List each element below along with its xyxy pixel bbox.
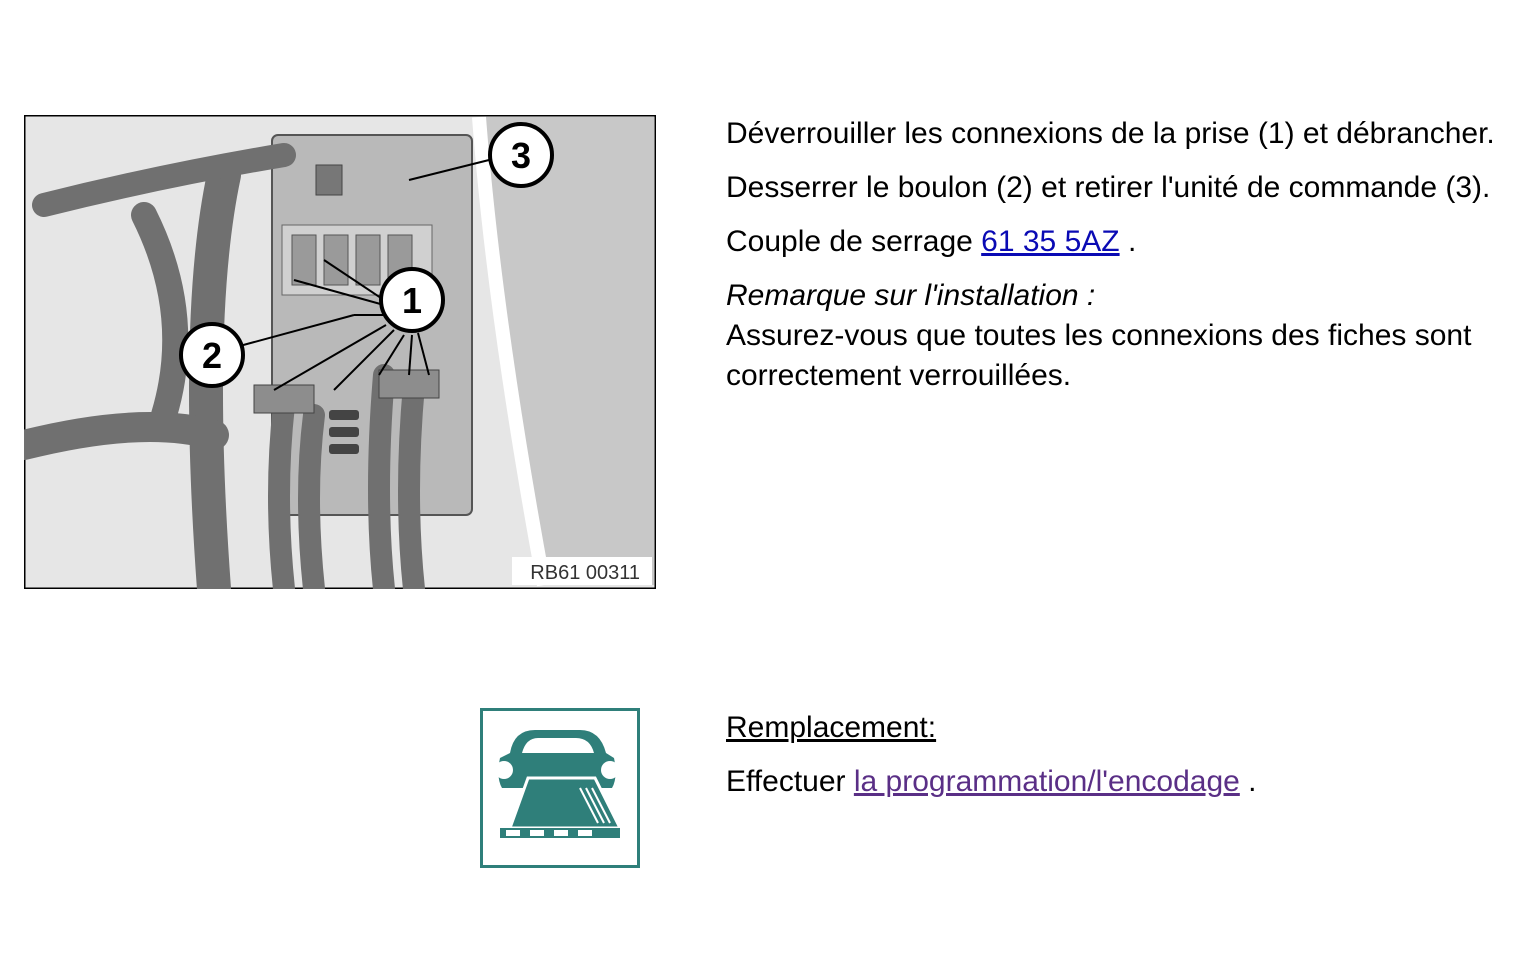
note-text: Assurez-vous que toutes les connexions des fiches sont correctement verrouillées. bbox=[726, 319, 1472, 392]
action-label: Effectuer bbox=[726, 765, 854, 798]
torque-line bbox=[726, 222, 1516, 262]
callout-1 bbox=[381, 269, 443, 331]
note-title: Remarque sur l'installation : bbox=[726, 279, 1096, 312]
car-programming-icon bbox=[480, 708, 640, 868]
technical-illustration bbox=[24, 115, 656, 589]
svg-text:1: 1 bbox=[401, 280, 423, 321]
callout-2 bbox=[181, 324, 243, 386]
programming-coding-link[interactable]: la programmation/l'encodage bbox=[853, 765, 1240, 798]
svg-text:3: 3 bbox=[510, 135, 532, 176]
torque-label: Couple de serrage bbox=[726, 225, 982, 258]
figure-reference-code: RB61 00311 bbox=[530, 562, 640, 584]
installation-note bbox=[726, 276, 1516, 396]
control-unit-drawing bbox=[24, 115, 656, 589]
svg-text:2: 2 bbox=[201, 335, 223, 376]
action-suffix: . bbox=[1239, 765, 1257, 798]
replacement-block bbox=[726, 708, 1516, 816]
torque-spec-link[interactable]: 61 35 5AZ bbox=[981, 225, 1120, 258]
replacement-heading: Remplacement: bbox=[726, 711, 937, 744]
step-remove-unit: Desserrer le boulon (2) et retirer l'unité de commande (3). bbox=[726, 171, 1491, 204]
callout-3 bbox=[490, 124, 552, 186]
replacement-action bbox=[726, 762, 1516, 802]
instruction-block bbox=[726, 114, 1516, 410]
step-unlock-connectors: Déverrouiller les connexions de la prise (1) et débrancher. bbox=[726, 117, 1495, 150]
torque-suffix: . bbox=[1119, 225, 1137, 258]
